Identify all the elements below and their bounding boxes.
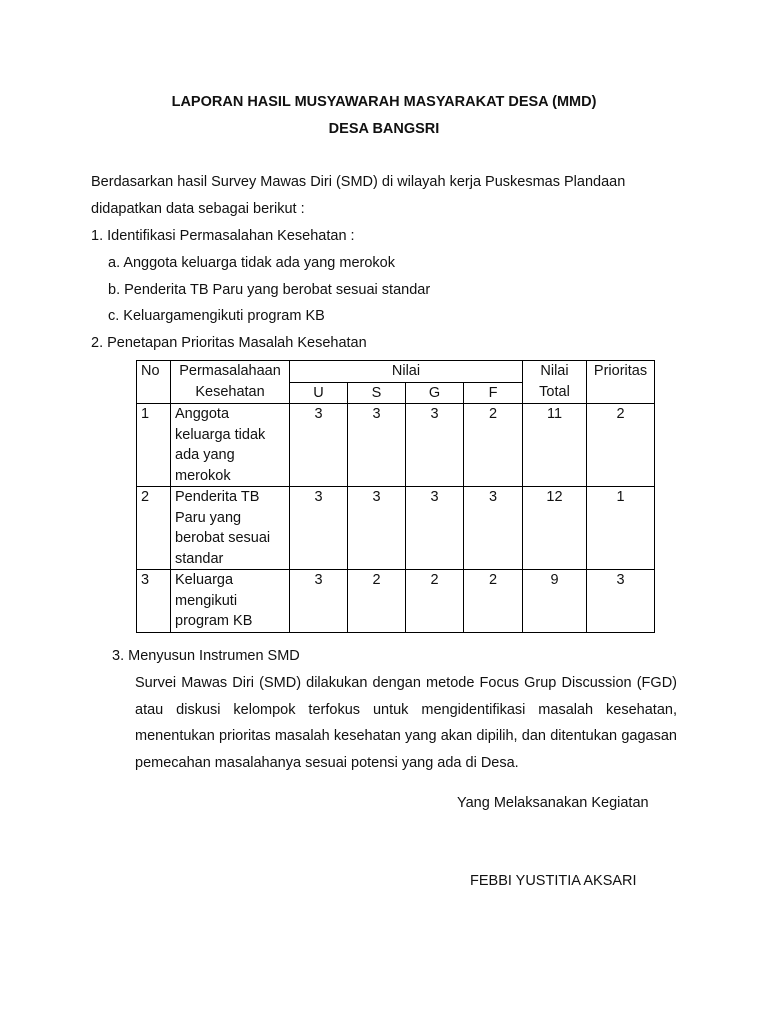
header-total-line1: Nilai: [540, 363, 569, 379]
cell-s: 3: [348, 487, 406, 570]
signature-label: Yang Melaksanakan Kegiatan: [457, 795, 649, 811]
cell-problem-line: Paru yang: [175, 509, 242, 526]
cell-no: 2: [137, 487, 171, 570]
section1-item-a: a. Anggota keluarga tidak ada yang merokok: [108, 255, 395, 271]
section1-item-b: b. Penderita TB Paru yang berobat sesuai standar: [108, 282, 431, 298]
cell-no: 3: [137, 570, 171, 633]
section3-body: Survei Mawas Diri (SMD) dilakukan dengan metode Focus Grup Discussion (FGD) atau diskusi kelompok terfokus untuk mengidentifikasi masalah kesehatan, menentukan prioritas masalah kesehatan yang akan dipilih, dan ditentukan gagasan pemecahan masalahanya sesuai potensi yang ada di Desa.: [135, 675, 677, 771]
cell-problem-line: berobat sesuai: [175, 530, 271, 546]
cell-s: 2: [348, 570, 406, 633]
cell-total: 9: [523, 570, 587, 633]
cell-problem-line: merokok: [175, 467, 231, 484]
table-row: [137, 404, 655, 487]
cell-priority: 2: [587, 404, 655, 487]
header-problem-line2: Kesehatan: [195, 383, 265, 400]
cell-priority: 1: [587, 487, 655, 570]
intro-line-2: didapatkan data sebagai berikut :: [91, 201, 305, 217]
cell-f: 2: [464, 404, 523, 487]
table-row: [137, 570, 655, 633]
section2-heading: 2. Penetapan Prioritas Masalah Kesehatan: [91, 335, 367, 351]
section1-heading: 1. Identifikasi Permasalahan Kesehatan :: [91, 228, 355, 244]
cell-problem-line: mengikuti: [175, 592, 238, 609]
intro-line-1: Berdasarkan hasil Survey Mawas Diri (SMD) di wilayah kerja Puskesmas Plandaan: [91, 174, 626, 190]
header-s: S: [348, 382, 406, 404]
header-u: U: [290, 382, 348, 404]
header-priority: Prioritas: [587, 361, 655, 404]
cell-problem-line: Keluarga: [175, 572, 234, 588]
signature-name: FEBBI YUSTITIA AKSARI: [470, 873, 637, 889]
cell-g: 3: [406, 404, 464, 487]
cell-total: 11: [523, 404, 587, 487]
section1-item-c: c. Keluargamengikuti program KB: [108, 308, 325, 324]
cell-total: 12: [523, 487, 587, 570]
cell-problem-line: Penderita TB: [175, 489, 260, 505]
report-title: LAPORAN HASIL MUSYAWARAH MASYARAKAT DESA (MMD): [171, 94, 597, 110]
cell-u: 3: [290, 404, 348, 487]
cell-g: 2: [406, 570, 464, 633]
cell-no: 1: [137, 404, 171, 487]
cell-problem-line: Anggota: [175, 406, 230, 422]
cell-f: 3: [464, 487, 523, 570]
cell-g: 3: [406, 487, 464, 570]
header-problem-line1: Permasalahaan: [179, 363, 281, 379]
table-row: [137, 487, 655, 570]
cell-f: 2: [464, 570, 523, 633]
cell-problem-line: standar: [175, 550, 224, 567]
cell-s: 3: [348, 404, 406, 487]
cell-problem: [171, 487, 290, 570]
cell-u: 3: [290, 570, 348, 633]
table-header-row: [137, 361, 655, 383]
cell-priority: 3: [587, 570, 655, 633]
cell-problem-line: program KB: [175, 613, 253, 629]
header-nilai: Nilai: [290, 361, 523, 383]
village-title: DESA BANGSRI: [328, 121, 440, 137]
cell-problem: [171, 570, 290, 633]
cell-problem: [171, 404, 290, 487]
cell-problem-line: keluarga tidak: [175, 426, 266, 443]
header-total: [523, 361, 587, 404]
cell-u: 3: [290, 487, 348, 570]
header-f: F: [464, 382, 523, 404]
header-total-line2: Total: [539, 383, 570, 400]
cell-problem-line: ada yang: [175, 447, 235, 463]
header-g: G: [406, 382, 464, 404]
header-problem: [171, 361, 290, 404]
section3-heading: 3. Menyusun Instrumen SMD: [112, 648, 300, 664]
priority-table: [136, 360, 655, 633]
header-no: No: [137, 361, 171, 404]
